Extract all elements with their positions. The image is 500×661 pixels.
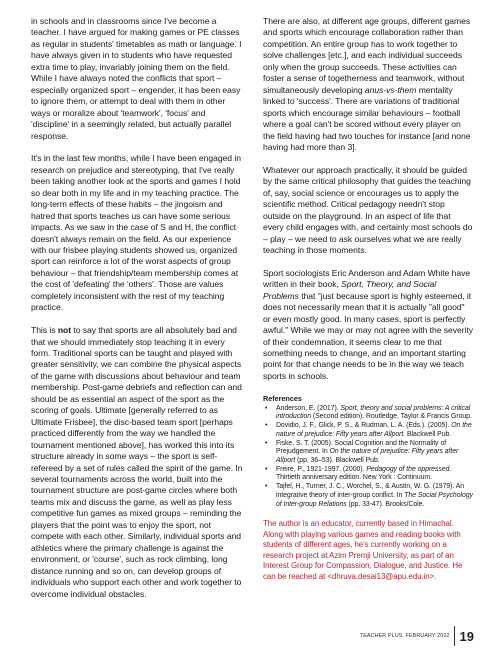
page-number: 19 <box>459 628 474 644</box>
references-list <box>263 405 473 509</box>
footer-divider <box>454 626 455 646</box>
reference-item: • Fiske, S. T. (2005). Social Cognition and the Normality of Prejudgement. In On the nature of prejudice: Fifty years after Allport (pp. 36–53). Blackwell Pub. <box>263 440 473 466</box>
left-column <box>31 16 243 611</box>
paragraph: It's in the last few months, while I have been engaged in research on prejudice and stereotyping, that I've really been taking another look at the sports and games I hold so dear both in my life and in my teaching practice. The long-term effects of these habits – the jingoism and hatred that sports teaches us can have some serious impacts. As we saw in the case of S and H, the conflict doesn't always remain on the field. As our experience with our frisbee playing students showed us, organized sport can reinforce a lot of the worst aspects of group behaviour – that friendship/team membership comes at the cost of 'defeating' the 'others'. Those are values completely inconsistent with the rest of my teaching practice. <box>31 153 241 313</box>
reference-item: • Tajfel, H., Turner, J. C., Worchel, S., & Austin, W. G. (1979). An integrative theory of inter-group conflict. In The Social Psychology of Inter-group Relations (pp. 33-47). Brooks/Cole. <box>263 483 473 509</box>
reference-item: • Dovidio, J. F., Glick, P. S., & Rudman, L. A. (Eds.). (2005). On the nature of prejudice: Fifty years after Allport. Blackwell Pub. <box>263 422 473 439</box>
right-column <box>263 16 473 594</box>
author-note: The author is an educator, currently based in Himachal. Along with playing various games and reading books with students of different ages, he's currently working on a research project at Azim Premji University, as part of an Interest Group for Compassion, Dialogue, and Justice. He can be reached at <dhruva.desai13@apu.edu.in>. <box>263 519 463 581</box>
page-footer <box>360 626 474 646</box>
magazine-issue-label: TEACHER PLUS, FEBRUARY 2022 <box>359 633 450 639</box>
paragraph: in schools and in classrooms since I've become a teacher. I have argued for making games or PE classes as regular in students' timetables as math or language. I have always given in to students who have requested extra time to play, invariably joining them on the field. While I have always noted the conflicts that sport – especially organized sport – engender, it has been easy to ignore them, or attempt to deal with them in other ways or moralize about 'teamwork', 'focus' and 'discipline' in a seemingly related, but actually parallel response. <box>31 16 242 141</box>
emphasis-bold: not <box>57 325 72 336</box>
reference-item: • Anderson, E. (2017). Sport, theory and social problems: A critical introduction (Second edition). Routledge, Taylor & Francis Group. <box>263 405 473 422</box>
paragraph: Whatever our approach practically, it should be guided by the same critical philosophy that guides the teaching of, say, social science or encourages us to apply the scientific method. Critical pedagogy needn't stop outside on the playground. In an aspect of life that every child engages with, and certainly most schools do – play – we need to ask ourselves what we are really teaching in those moments. <box>263 164 473 255</box>
references-heading: References <box>263 393 302 403</box>
paragraph: This is not to say that sports are all absolutely bad and that we should immediately stop teaching it in every form. Traditional sports can be taught and played with greater sensitivity, we can combine the physical aspects of the game with discussions about behaviour and team membership. Post-game debriefs and reflection can and should be as essential an aspect of the sport as the scoring of goals. Ultimate [generally referred to as Ultimate Frisbee], the disc-based team sport [perhaps practiced differently from the way we handled the tournament mentioned above], has worked this into its structure already in some ways – the sport is self-refereed by a set of rules called the spirit of the game. In several tournaments across the world, built into the tournament structure are post-game circles where both teams mix and discuss the game, as well as play less competitive fun games as mixed groups – reminding the players that the point was to enjoy the sport, not compete with each other. Similarly, individual sports and athletics where the primary challenge is against the environment, or 'course', such as rock climbing, long distance running and so on, can develop groups of individuals who support each other and work together to overcome individual obstacles. <box>31 325 243 599</box>
paragraph: There are also, at different age groups, different games and sports which encourage collaboration rather than competition. An entire group has to work together to solve challenges [etc.], and each individual succeeds only when the group succeeds. These activities can foster a sense of togetherness and teamwork, without simultaneously developing anus-vs-them mentality linked to 'success'. There are variations of traditional sports which encourage similar behaviours – football where a goal can't be scored without every player on the field having had two touches for instance [and none having had more than 3]. <box>263 16 471 152</box>
paragraph: Sport sociologists Eric Anderson and Adam White have written in their book, Sport, Theory, and Social Problems that "just because sport is highly esteemed, it does not necessarily mean that it is actually "all good" or even mostly good. In many cases, sport is perfectly awful." While we may or may not agree with the severity of their condemnation, it seems clear to me that something needs to change, and an important starting point for that change needs to be in the way we teach sports in schools. <box>263 267 473 381</box>
reference-item: • Freire, P., 1921-1997. (2000). Pedagogy of the oppressed. Thirtieth anniversary edition. New York : Continuum. <box>263 466 473 483</box>
